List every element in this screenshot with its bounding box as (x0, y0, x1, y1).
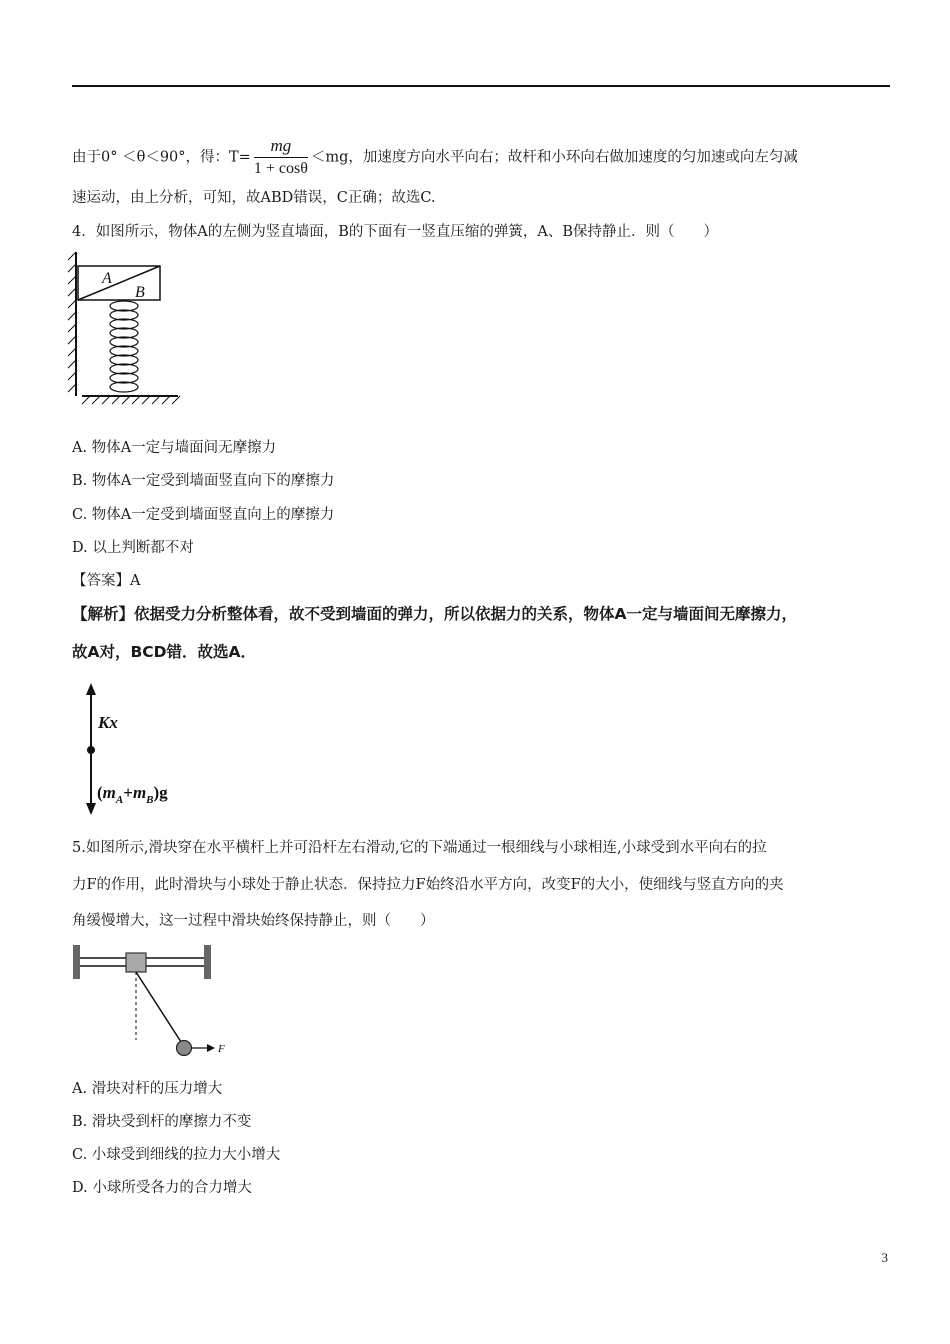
q4-figure (68, 250, 183, 410)
force-up-label: Kx (98, 713, 118, 732)
q5-option-c: C. 小球受到细线的拉力大小增大 (72, 1147, 281, 1163)
force-arrow-icon (207, 1044, 215, 1052)
q5-stem-line-2: 力F的作用，此时滑块与小球处于静止状态．保持拉力F始终沿水平方向，改变F的大小，使细线与竖直方向的夹 (72, 877, 784, 893)
q5-stem-line-1: 5.如图所示,滑块穿在水平横杆上并可沿杆左右滑动,它的下端通过一根细线与小球相连,小球受到水平向右的拉 (72, 840, 767, 856)
q4-option-c: C. 物体A一定受到墙面竖直向上的摩擦力 (72, 507, 335, 523)
q4-option-a: A. 物体A一定与墙面间无摩擦力 (72, 440, 277, 456)
q4-option-d: D. 以上判断都不对 (72, 540, 194, 556)
right-wall (204, 945, 211, 979)
center-dot (87, 746, 95, 754)
q3-solution-line-2: 速运动，由上分析，可知，故ABD错误，C正确；故选C. (72, 190, 436, 206)
spring (110, 301, 138, 392)
q4-option-b: B. 物体A一定受到墙面竖直向下的摩擦力 (72, 473, 335, 489)
q5-stem-line-3: 角缓慢增大，这一过程中滑块始终保持静止，则（ ） (72, 913, 435, 929)
slider-block (126, 953, 146, 972)
q4-analysis-line-1: 【解析】依据受力分析整体看，故不受到墙面的弹力，所以依据力的关系，物体A一定与墙面间无摩擦力， (72, 605, 797, 623)
block-diagonal (78, 266, 160, 300)
ground-hatch (82, 396, 180, 404)
formula-suffix: ＜mg，加速度方向水平向右；故杆和小环向右做加速度的匀加速或向左匀减 (310, 149, 798, 166)
left-wall (73, 945, 80, 979)
force-diagram (80, 683, 220, 818)
q4-analysis-line-2: 故A对，BCD错．故选A． (72, 643, 257, 661)
force-label: F (218, 1043, 225, 1055)
q5-option-d: D. 小球所受各力的合力增大 (72, 1180, 252, 1196)
arrow-down-icon (86, 803, 96, 815)
fraction (254, 136, 308, 179)
formula-prefix: 由于0° ＜θ＜90°，得：T= (72, 149, 251, 166)
arrow-up-icon (86, 683, 96, 695)
q5-figure (70, 942, 240, 1067)
q3-solution-line-1 (72, 136, 798, 179)
q5-option-b: B. 滑块受到杆的摩擦力不变 (72, 1114, 252, 1130)
q4-stem: 4．如图所示，物体A的左侧为竖直墙面，B的下面有一竖直压缩的弹簧，A、B保持静止．则（ ） (72, 224, 718, 240)
fraction-numerator: mg (254, 136, 308, 158)
string (136, 972, 183, 1045)
label-a: A (102, 270, 112, 287)
label-b: B (135, 284, 145, 301)
ball (177, 1041, 192, 1056)
page-number: 3 (881, 1250, 888, 1265)
q4-answer: 【答案】A (72, 573, 141, 589)
wall-hatch (68, 252, 76, 392)
q5-option-a: A. 滑块对杆的压力增大 (72, 1081, 223, 1097)
force-down-label: $(m_A+m_B)g$ (97, 783, 168, 806)
header-rule (72, 85, 890, 87)
fraction-denominator: 1 + cosθ (253, 160, 308, 177)
